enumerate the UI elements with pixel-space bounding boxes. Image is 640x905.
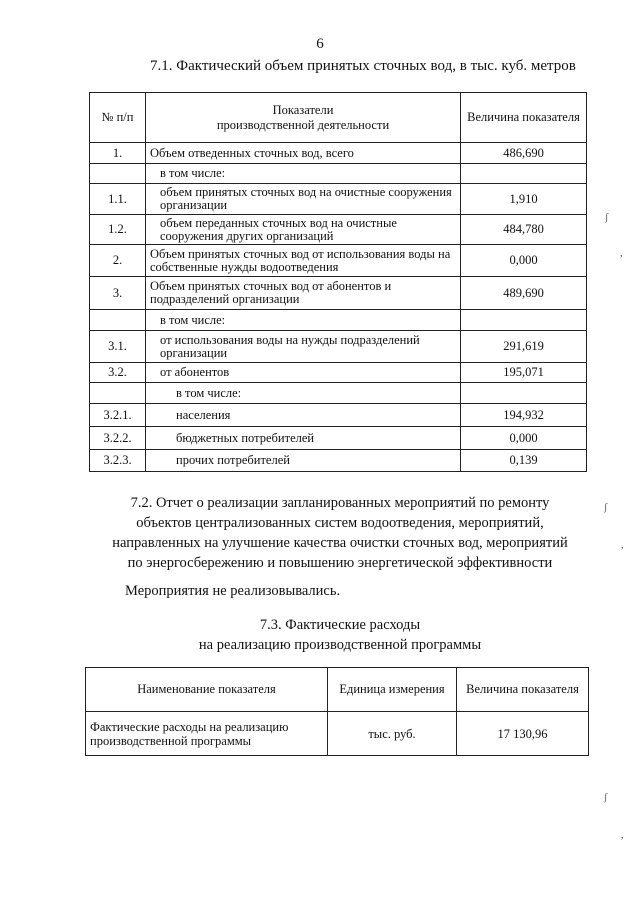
- section-7-2-note: Мероприятия не реализовывались.: [125, 583, 341, 599]
- table-row: [90, 215, 587, 245]
- row-value: 17 130,96: [457, 712, 589, 756]
- row-label: прочих потребителей: [146, 450, 461, 472]
- row-label: в том числе:: [146, 383, 461, 404]
- margin-mark: ,: [621, 540, 624, 551]
- row-label: Объем отведенных сточных вод, всего: [146, 143, 461, 164]
- row-value: 486,690: [461, 143, 587, 164]
- section-7-3-line: 7.3. Фактические расходы: [259, 617, 421, 633]
- table-row: [90, 245, 587, 277]
- row-num: 2.: [90, 245, 146, 277]
- row-label: объем переданных сточных вод на очистные сооружения других организаций: [146, 215, 461, 245]
- table-row: [90, 404, 587, 427]
- table-row: [90, 331, 587, 363]
- row-label: от абонентов: [146, 363, 461, 383]
- row-label: Объем принятых сточных вод от использования воды на собственные нужды водоотведения: [146, 245, 461, 277]
- row-label: в том числе:: [146, 164, 461, 184]
- section-7-2-line: по энергосбережению и повышению энергетической эффективности: [127, 555, 553, 571]
- table-row: [90, 310, 587, 331]
- row-label: в том числе:: [146, 310, 461, 331]
- table-row: [90, 143, 587, 164]
- row-value: 195,071: [461, 363, 587, 383]
- margin-mark: ʃ: [604, 792, 608, 803]
- row-value: 484,780: [461, 215, 587, 245]
- row-label: Объем принятых сточных вод от абонентов и подразделений организации: [146, 277, 461, 310]
- row-value: 194,932: [461, 404, 587, 427]
- row-num: [90, 164, 146, 184]
- table-row: [90, 450, 587, 472]
- header-value: Величина показателя: [457, 668, 589, 712]
- section-7-2-title: [90, 493, 590, 573]
- row-value: [461, 310, 587, 331]
- row-label: бюджетных потребителей: [146, 427, 461, 450]
- row-num: 1.1.: [90, 184, 146, 215]
- row-value: 0,139: [461, 450, 587, 472]
- row-name: Фактические расходы на реализацию производственной программы: [86, 712, 328, 756]
- row-num: 3.2.: [90, 363, 146, 383]
- row-num: 3.2.2.: [90, 427, 146, 450]
- row-num: 3.2.1.: [90, 404, 146, 427]
- header-num: № п/п: [90, 93, 146, 143]
- row-num: 1.: [90, 143, 146, 164]
- row-num: 3.2.3.: [90, 450, 146, 472]
- page-number: 6: [316, 36, 324, 52]
- table-row: [86, 712, 589, 756]
- table-row: [90, 277, 587, 310]
- table-row: [90, 184, 587, 215]
- section-7-2-line: направленных на улучшение качества очистки сточных вод, мероприятий: [112, 535, 568, 551]
- table-row: [90, 383, 587, 404]
- section-7-1-title: 7.1. Фактический объем принятых сточных вод, в тыс. куб. метров: [150, 58, 576, 74]
- row-label: объем принятых сточных вод на очистные сооружения организации: [146, 184, 461, 215]
- header-indicators: [146, 93, 461, 143]
- section-7-3-line: на реализацию производственной программы: [198, 637, 482, 653]
- header-indicators-line1: Показатели: [272, 102, 334, 117]
- table-header-row: [90, 93, 587, 143]
- table-row: [90, 427, 587, 450]
- margin-mark: ʃ: [604, 502, 608, 513]
- row-num: 3.: [90, 277, 146, 310]
- row-num: [90, 383, 146, 404]
- row-num: [90, 310, 146, 331]
- row-value: 291,619: [461, 331, 587, 363]
- section-7-2-line: объектов централизованных систем водоотведения, мероприятий,: [136, 515, 544, 531]
- row-num: 1.2.: [90, 215, 146, 245]
- row-label: населения: [146, 404, 461, 427]
- row-value: [461, 383, 587, 404]
- header-unit: Единица измерения: [328, 668, 457, 712]
- row-value: 489,690: [461, 277, 587, 310]
- row-value: [461, 164, 587, 184]
- row-value: 1,910: [461, 184, 587, 215]
- margin-mark: ʃ: [605, 212, 609, 223]
- wastewater-volume-table: [89, 92, 587, 472]
- row-label: от использования воды на нужды подразделений организации: [146, 331, 461, 363]
- table-row: [90, 164, 587, 184]
- section-7-3-title: [90, 615, 590, 655]
- margin-mark: ,: [621, 830, 624, 841]
- header-value: Величина показателя: [461, 93, 587, 143]
- section-7-2-line: 7.2. Отчет о реализации запланированных мероприятий по ремонту: [130, 495, 550, 511]
- row-value: 0,000: [461, 427, 587, 450]
- table-row: [90, 363, 587, 383]
- program-expenses-table: [85, 667, 589, 756]
- header-name: Наименование показателя: [86, 668, 328, 712]
- table-header-row: [86, 668, 589, 712]
- row-num: 3.1.: [90, 331, 146, 363]
- row-unit: тыс. руб.: [328, 712, 457, 756]
- margin-mark: ,: [620, 248, 623, 259]
- row-value: 0,000: [461, 245, 587, 277]
- header-indicators-line2: производственной деятельности: [216, 117, 390, 132]
